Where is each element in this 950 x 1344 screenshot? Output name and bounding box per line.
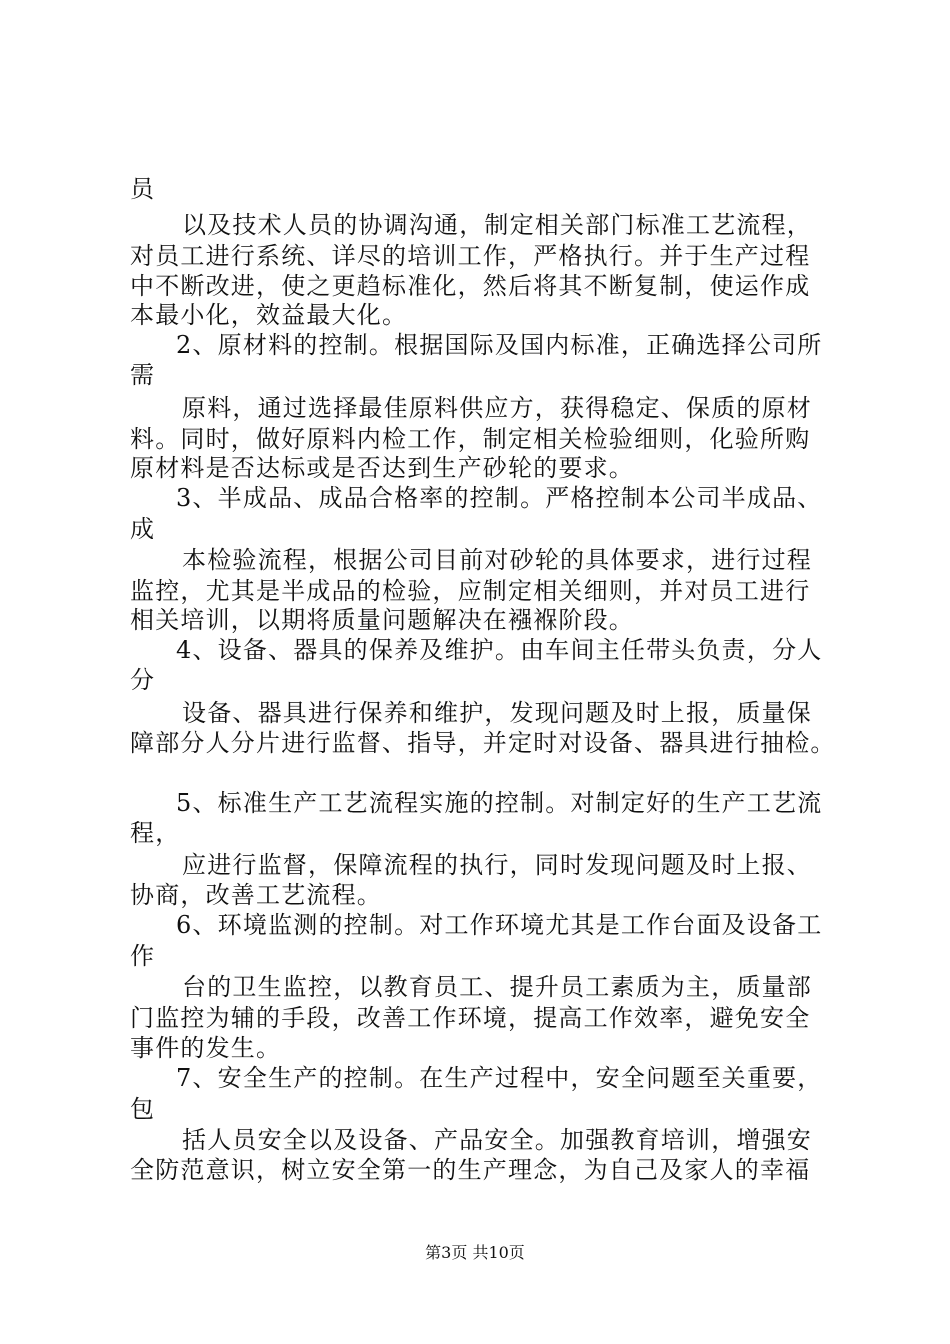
text-line: 程， (130, 819, 181, 847)
text-line: 需 (130, 361, 156, 389)
text-line: 台的卫生监控，以教育员工、提升员工素质为主，质量部 (182, 973, 812, 1001)
text-line: 员 (130, 175, 156, 203)
text-line: 设备、器具进行保养和维护，发现问题及时上报，质量保 (182, 699, 812, 727)
text-line: 2、原材料的控制。根据国际及国内标准，正确选择公司所 (176, 331, 823, 359)
text-line: 监控，尤其是半成品的检验，应制定相关细则，并对员工进行 (130, 577, 811, 605)
text-line: 对员工进行系统、详尽的培训工作，严格执行。并于生产过程 (130, 242, 811, 270)
text-line: 3、半成品、成品合格率的控制。严格控制本公司半成品、 (176, 484, 823, 512)
text-line: 5、标准生产工艺流程实施的控制。对制定好的生产工艺流 (176, 789, 823, 817)
text-line: 4、设备、器具的保养及维护。由车间主任带头负责，分人 (176, 636, 823, 664)
text-line: 障部分人分片进行监督、指导，并定时对设备、器具进行抽检。 (130, 729, 836, 757)
text-line: 包 (130, 1095, 156, 1123)
text-line: 6、环境监测的控制。对工作环境尤其是工作台面及设备工 (176, 911, 823, 939)
text-line: 括人员安全以及设备、产品安全。加强教育培训，增强安 (182, 1126, 812, 1154)
text-line: 事件的发生。 (130, 1034, 282, 1062)
text-line: 料。同时，做好原料内检工作，制定相关检验细则，化验所购 (130, 425, 811, 453)
text-line: 本检验流程，根据公司目前对砂轮的具体要求，进行过程 (182, 546, 812, 574)
text-line: 7、安全生产的控制。在生产过程中，安全问题至关重要， (176, 1064, 823, 1092)
text-line: 原材料是否达标或是否达到生产砂轮的要求。 (130, 454, 634, 482)
page-footer: 第3页 共10页 (425, 1243, 525, 1262)
text-line: 原料，通过选择最佳原料供应方，获得稳定、保质的原材 (182, 394, 812, 422)
text-line: 门监控为辅的手段，改善工作环境，提高工作效率，避免安全 (130, 1004, 811, 1032)
text-line: 协商，改善工艺流程。 (130, 881, 382, 909)
text-line: 全防范意识，树立安全第一的生产理念，为自己及家人的幸福 (130, 1156, 811, 1184)
text-line: 以及技术人员的协调沟通，制定相关部门标准工艺流程， (182, 211, 812, 239)
text-line: 本最小化，效益最大化。 (130, 301, 408, 329)
text-line: 应进行监督，保障流程的执行，同时发现问题及时上报、 (182, 851, 812, 879)
text-line: 中不断改进，使之更趋标准化，然后将其不断复制，使运作成 (130, 272, 811, 300)
text-line: 作 (130, 942, 156, 970)
text-line: 相关培训，以期将质量问题解决在襁褓阶段。 (130, 606, 634, 634)
text-line: 分 (130, 666, 156, 694)
text-line: 成 (130, 515, 156, 543)
